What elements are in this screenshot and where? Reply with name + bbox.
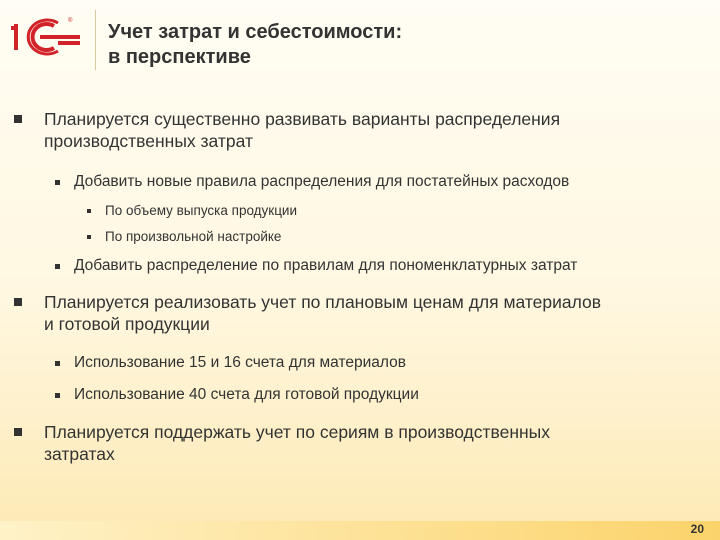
list-item-level3: По объему выпуска продукции xyxy=(105,203,298,218)
level1-bullet-icon xyxy=(14,298,22,306)
list-item-level2: Использование 40 счета для готовой продукции xyxy=(74,386,419,403)
list-item-level3: По произвольной настройке xyxy=(105,229,282,244)
slide-title-line2: в перспективе xyxy=(108,46,251,68)
level2-bullet-icon xyxy=(55,361,60,366)
logo-trademark: ® xyxy=(68,18,73,24)
list-item-text-line2: и готовой продукции xyxy=(44,314,210,334)
level3-bullet-icon xyxy=(87,235,91,239)
list-item-text-line1: Планируется реализовать учет по плановым ценам для материалов xyxy=(44,292,602,312)
list-item-level1 xyxy=(44,108,560,152)
list-item-level2: Добавить новые правила распределения для постатейных расходов xyxy=(74,173,570,190)
list-item-level2: Использование 15 и 16 счета для материалов xyxy=(74,354,406,371)
list-item-level1 xyxy=(44,291,601,335)
footer-bar xyxy=(0,521,720,540)
level1-bullet-icon xyxy=(14,428,22,436)
list-item-text-line2: производственных затрат xyxy=(44,131,254,151)
level2-bullet-icon xyxy=(55,180,60,185)
level1-bullet-icon xyxy=(14,115,22,123)
list-item-level2: Добавить распределение по правилам для пономенклатурных затрат xyxy=(74,257,578,274)
list-item-text-line2: затратах xyxy=(44,444,115,464)
list-item-text-line1: Планируется существенно развивать варианты распределения xyxy=(44,109,561,129)
level3-bullet-icon xyxy=(87,209,91,213)
list-item-level1 xyxy=(44,421,550,465)
level2-bullet-icon xyxy=(55,264,60,269)
level2-bullet-icon xyxy=(55,393,60,398)
slide-title-line1: Учет затрат и себестоимости: xyxy=(108,21,403,43)
list-item-text-line1: Планируется поддержать учет по сериям в производственных xyxy=(44,422,551,442)
page-number: 20 xyxy=(690,522,704,536)
